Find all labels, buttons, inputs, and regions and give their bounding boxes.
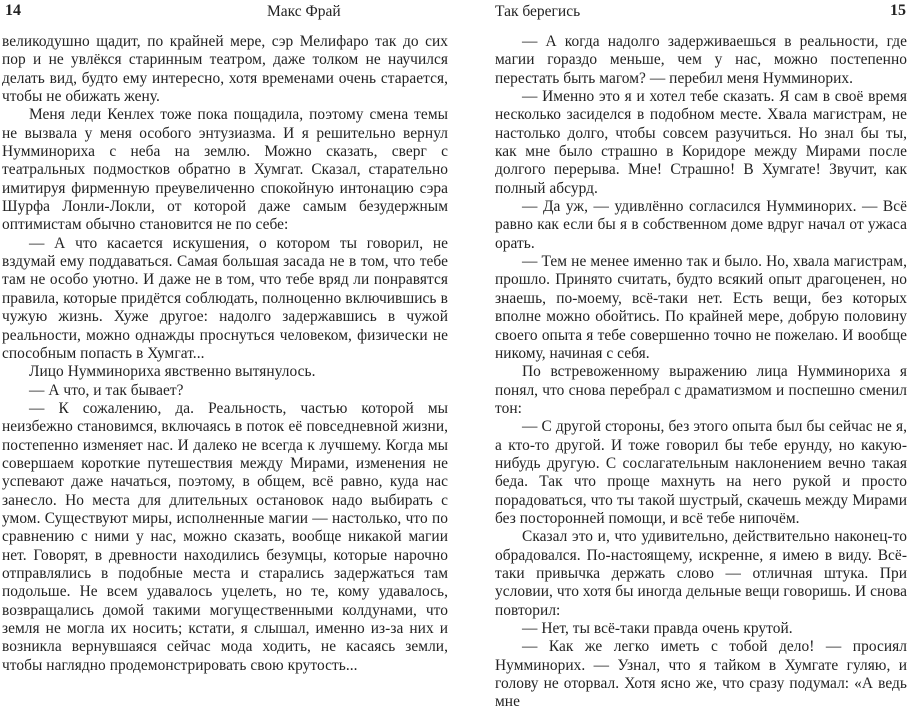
paragraph: Меня леди Кенлех тоже пока пощадила, поэтому смена темы не вызвала у меня особого энтузиазма. И я решительно вернул Нумминориха с неба на землю. Можно сказать, сверг с театральных подмостков обратно в Хумгат. Сказал, старательно имитируя фирменную преувеличенно спокойную интонацию сэра Шурфа Лонли-Локли, от которой даже самым безудержным оптимистам обычно становится не по себе:	[2, 106, 448, 234]
paragraph: — Да уж, — удивлённо согласился Нумминорих. — Всё равно как если бы я в собственном доме вдруг начал от ужаса орать.	[495, 198, 907, 252]
paragraph: — А что, и так бывает?	[29, 381, 184, 399]
paragraph: великодушно щадит, по крайней мере, сэр Мелифаро так до сих пор и не увлёкся старинным театром, даже толком не научился делать вид, будто ему интересно, хотя временами очень старается, чтобы не обижать жену.	[2, 33, 448, 106]
running-title-book: Так берегись	[495, 3, 581, 20]
paragraph: — Тем не менее именно так и было. Но, хвала магистрам, прошло. Принято считать, будто всякий опыт драгоценен, но знаешь, по-моему, всё-таки нет. Есть вещи, без которых вполне можно обойтись. По крайней мере, добрую половину своего опыта я тебе совершенно точно не пожелаю. И вообще никому, начиная с себя.	[495, 253, 907, 362]
paragraph: — Как же легко иметь с тобой дело! — просиял Нумминорих. — Узнал, что я тайком в Хумгате гуляю, и голову не оторвал. Хотя ясно же, что сразу подумал: «А ведь мне	[495, 638, 907, 711]
page-right	[495, 0, 907, 711]
page-number-left: 14	[5, 2, 21, 19]
paragraph: Лицо Нумминориха явственно вытянулось.	[29, 363, 316, 381]
paragraph: — А когда надолго задерживаешься в реальности, где магии гораздо меньше, чем у нас, можно постепенно перестать быть магом? — перебил меня Нумминорих.	[495, 33, 907, 87]
paragraph: — А что касается искушения, о котором ты говорил, не вздумай ему поддаваться. Самая большая засада не в том, что тебе там не особо уютно. И даже не в том, что тебе вряд ли понравятся правила, которые придётся соблюдать, полноценно включившись в чужую жизнь. Хуже другое: надолго задержавшись в чужой реальности, можно однажды проснуться человеком, физически не способным попасть в Хумгат...	[2, 234, 448, 362]
page-header-left	[2, 0, 448, 33]
paragraph: Сказал это и, что удивительно, действительно наконец-то обрадовался. По-настоящему, искренне, я имею в виду. Всё-таки привычка держать слово — отличная штука. При условии, что хотя бы иногда дельные вещи говоришь. И снова повторил:	[495, 528, 907, 619]
running-title-author: Макс Фрай	[267, 3, 341, 20]
page-text-right	[495, 33, 907, 712]
paragraph: — Именно это я и хотел тебе сказать. Я сам в своё время несколько засиделся в подобном месте. Хвала магистрам, не настолько долго, чтобы совсем разучиться. Но знал бы ты, как мне было страшно в Коридоре между Мирами после долгого перерыва. Мне! Страшно! В Хумгате! Звучит, как полный абсурд.	[495, 88, 907, 197]
page-text-left	[2, 33, 448, 675]
page-number-right: 15	[890, 2, 906, 19]
paragraph: — Нет, ты всё-таки правда очень крутой.	[522, 620, 793, 637]
paragraph: По встревоженному выражению лица Нумминориха я понял, что снова перебрал с драматизмом и поспешно сменил тон:	[495, 363, 907, 417]
paragraph: — К сожалению, да. Реальность, частью которой мы неизбежно становимся, включаясь в поток её повседневной жизни, постепенно изменяет нас. И далеко не всегда к лучшему. Когда мы совершаем короткие путешествия между Мирами, изменения не успевают даже начаться, поэтому, в общем, всё равно, куда нас занесло. Но места для длительных остановок надо выбирать с умом. Существуют миры, исполненные магии — настолько, что по сравнению с ними у нас, можно сказать, вообще никакой магии нет. Говорят, в древности находились безумцы, которые нарочно отправлялись в подобные места и старались задержаться там подольше. Не всем удавалось уцелеть, но те, кому удавалось, возвращались домой такими могущественными колдунами, что земля не могла их носить; кстати, я слышал, именно из-за них и возникла вернувшаяся сейчас мода ходить, не касаясь земли, чтобы наглядно продемонстрировать свою крутость...	[2, 399, 448, 674]
page-left	[2, 0, 448, 695]
paragraph: — С другой стороны, без этого опыта был бы сейчас не я, а кто-то другой. И тоже говорил бы тебе ерунду, но какую-нибудь другую. С сослагательным наклонением вечно такая беда. Так что проще махнуть на него рукой и просто порадоваться, что ты такой шустрый, скачешь между Мирами без посторонней помощи, и всё тебе нипочём.	[495, 418, 907, 527]
page-header-right	[495, 0, 907, 33]
